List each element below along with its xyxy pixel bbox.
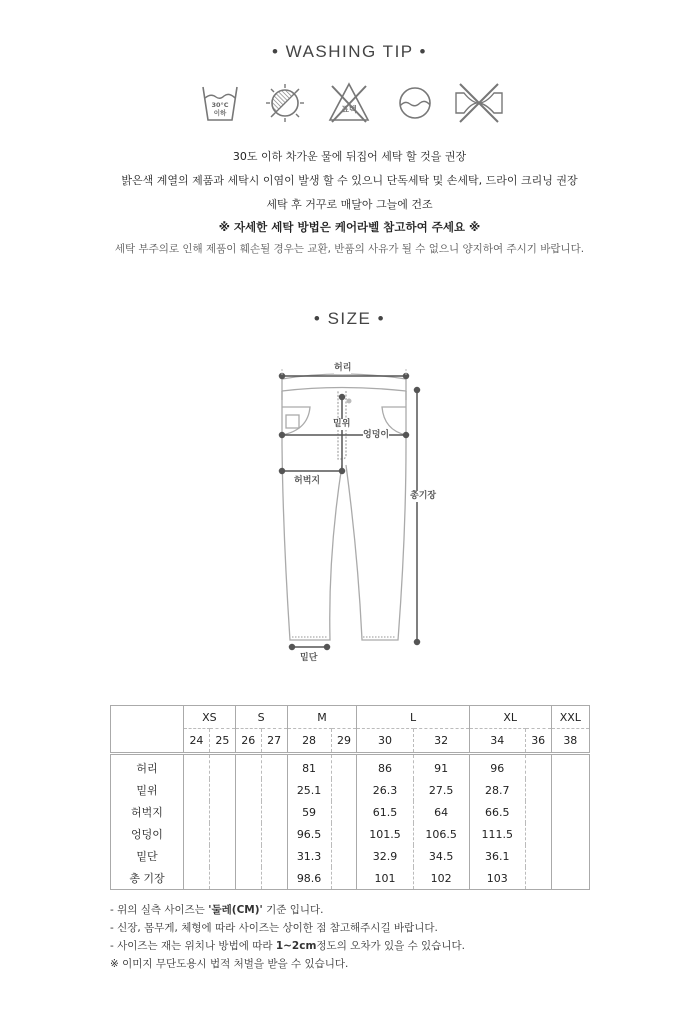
table-cell [551, 801, 589, 823]
table-cell [525, 845, 551, 867]
table-cell: 98.6 [287, 867, 331, 890]
table-cell [551, 754, 589, 780]
table-cell [551, 823, 589, 845]
size-24: 24 [184, 729, 210, 754]
svg-text:이하: 이하 [213, 109, 227, 117]
table-cell [235, 845, 261, 867]
group-l: L [357, 706, 469, 729]
size-29: 29 [331, 729, 357, 754]
care-label-notice: ※ 자세한 세탁 방법은 케어라벨 참고하여 주세요 ※ [218, 220, 481, 234]
table-cell: 103 [469, 867, 525, 890]
no-tumble-dry-icon [262, 80, 308, 126]
table-cell: 91 [413, 754, 469, 780]
table-cell [184, 823, 210, 845]
table-row [111, 823, 590, 845]
washing-tip-title: • WASHING TIP • [272, 42, 427, 61]
table-cell: 101 [357, 867, 413, 890]
table-cell [525, 754, 551, 780]
row-label: 밑위 [111, 779, 184, 801]
note-1: - 위의 실측 사이즈는 '둘레(CM)' 기준 입니다. [110, 904, 324, 916]
table-cell: 36.1 [469, 845, 525, 867]
table-cell: 26.3 [357, 779, 413, 801]
table-cell [184, 867, 210, 890]
table-cell [209, 845, 235, 867]
size-title: • SIZE • [313, 309, 386, 328]
table-cell [331, 867, 357, 890]
table-row [111, 779, 590, 801]
size-26: 26 [235, 729, 261, 754]
note-4: ※ 이미지 무단도용시 법적 처벌을 받을 수 있습니다. [110, 958, 349, 970]
group-xs: XS [184, 706, 236, 729]
size-30: 30 [357, 729, 413, 754]
row-label: 엉덩이 [111, 823, 184, 845]
corner-cell [111, 706, 184, 754]
table-row [111, 801, 590, 823]
size-38: 38 [551, 729, 589, 754]
table-cell [184, 801, 210, 823]
table-cell: 28.7 [469, 779, 525, 801]
table-cell: 34.5 [413, 845, 469, 867]
size-32: 32 [413, 729, 469, 754]
table-cell [209, 801, 235, 823]
table-cell [551, 779, 589, 801]
label-waist: 허리 [334, 363, 352, 373]
washing-tip-line-2: 밝은색 계열의 제품과 세탁시 이염이 발생 할 수 있으니 단독세탁 및 손세탁, 드라이 크리닝 권장 [121, 174, 578, 187]
pants-diagram [270, 355, 450, 675]
pants-outline-icon [270, 355, 450, 675]
table-cell [331, 845, 357, 867]
table-cell [209, 867, 235, 890]
size-36: 36 [525, 729, 551, 754]
table-cell [551, 867, 589, 890]
table-cell [331, 779, 357, 801]
table-cell: 81 [287, 754, 331, 780]
table-cell [525, 867, 551, 890]
table-cell [261, 867, 287, 890]
group-m: M [287, 706, 357, 729]
group-s: S [235, 706, 287, 729]
size-notes [110, 901, 630, 973]
row-label: 허벅지 [111, 801, 184, 823]
table-cell [525, 779, 551, 801]
table-cell: 31.3 [287, 845, 331, 867]
table-cell: 66.5 [469, 801, 525, 823]
table-cell [235, 801, 261, 823]
care-icons [196, 80, 506, 130]
label-total-length: 총기장 [410, 491, 437, 501]
table-cell [235, 823, 261, 845]
table-cell [331, 754, 357, 780]
table-cell: 86 [357, 754, 413, 780]
table-cell: 32.9 [357, 845, 413, 867]
table-cell: 106.5 [413, 823, 469, 845]
label-hem: 밑단 [300, 653, 318, 663]
size-table [110, 705, 590, 890]
group-xl: XL [469, 706, 551, 729]
note-3: - 사이즈는 재는 위치나 방법에 따라 1~2cm정도의 오차가 있을 수 있습니다. [110, 940, 465, 952]
table-cell: 111.5 [469, 823, 525, 845]
table-cell: 61.5 [357, 801, 413, 823]
no-twist-icon [452, 80, 506, 126]
table-cell [261, 823, 287, 845]
table-cell [525, 823, 551, 845]
group-xxl: XXL [551, 706, 589, 729]
table-cell: 101.5 [357, 823, 413, 845]
row-label: 밑단 [111, 845, 184, 867]
row-label: 허리 [111, 754, 184, 780]
table-cell [184, 779, 210, 801]
wash-30c-icon [196, 80, 244, 126]
size-34: 34 [469, 729, 525, 754]
table-cell [551, 845, 589, 867]
table-cell [261, 779, 287, 801]
table-cell [235, 867, 261, 890]
table-cell [209, 823, 235, 845]
table-cell [525, 801, 551, 823]
table-row [111, 754, 590, 780]
table-cell [184, 754, 210, 780]
table-row [111, 845, 590, 867]
table-cell: 64 [413, 801, 469, 823]
label-rise: 밑위 [333, 419, 351, 429]
table-cell: 25.1 [287, 779, 331, 801]
gentle-dry-icon [392, 80, 438, 126]
table-cell: 27.5 [413, 779, 469, 801]
label-thigh: 허벅지 [294, 476, 321, 486]
table-row [111, 867, 590, 890]
table-cell [209, 754, 235, 780]
table-cell [235, 754, 261, 780]
table-cell: 102 [413, 867, 469, 890]
washing-tip-line-3: 세탁 후 거꾸로 매달아 그늘에 건조 [266, 198, 433, 211]
size-28: 28 [287, 729, 331, 754]
no-bleach-icon [326, 80, 372, 126]
table-cell: 59 [287, 801, 331, 823]
row-label: 총 기장 [111, 867, 184, 890]
label-hip: 엉덩이 [363, 430, 390, 440]
svg-text:30°C: 30°C [211, 101, 229, 109]
table-cell [261, 754, 287, 780]
size-25: 25 [209, 729, 235, 754]
table-cell [331, 823, 357, 845]
table-cell: 96 [469, 754, 525, 780]
size-27: 27 [261, 729, 287, 754]
table-cell [331, 801, 357, 823]
size-group-row [111, 706, 590, 729]
washing-tip-line-1: 30도 이하 차가운 물에 뒤집어 세탁 할 것을 권장 [232, 150, 467, 163]
table-cell [184, 845, 210, 867]
svg-text:표백: 표백 [341, 105, 357, 114]
table-cell [235, 779, 261, 801]
note-2: - 신장, 몸무게, 체형에 따라 사이즈는 상이한 점 참고해주시길 바랍니다. [110, 922, 438, 934]
table-cell [209, 779, 235, 801]
table-cell: 96.5 [287, 823, 331, 845]
table-cell [261, 801, 287, 823]
washing-disclaimer: 세탁 부주의로 인해 제품이 훼손될 경우는 교환, 반품의 사유가 될 수 없으니 양지하여 주시기 바랍니다. [114, 243, 585, 255]
table-cell [261, 845, 287, 867]
